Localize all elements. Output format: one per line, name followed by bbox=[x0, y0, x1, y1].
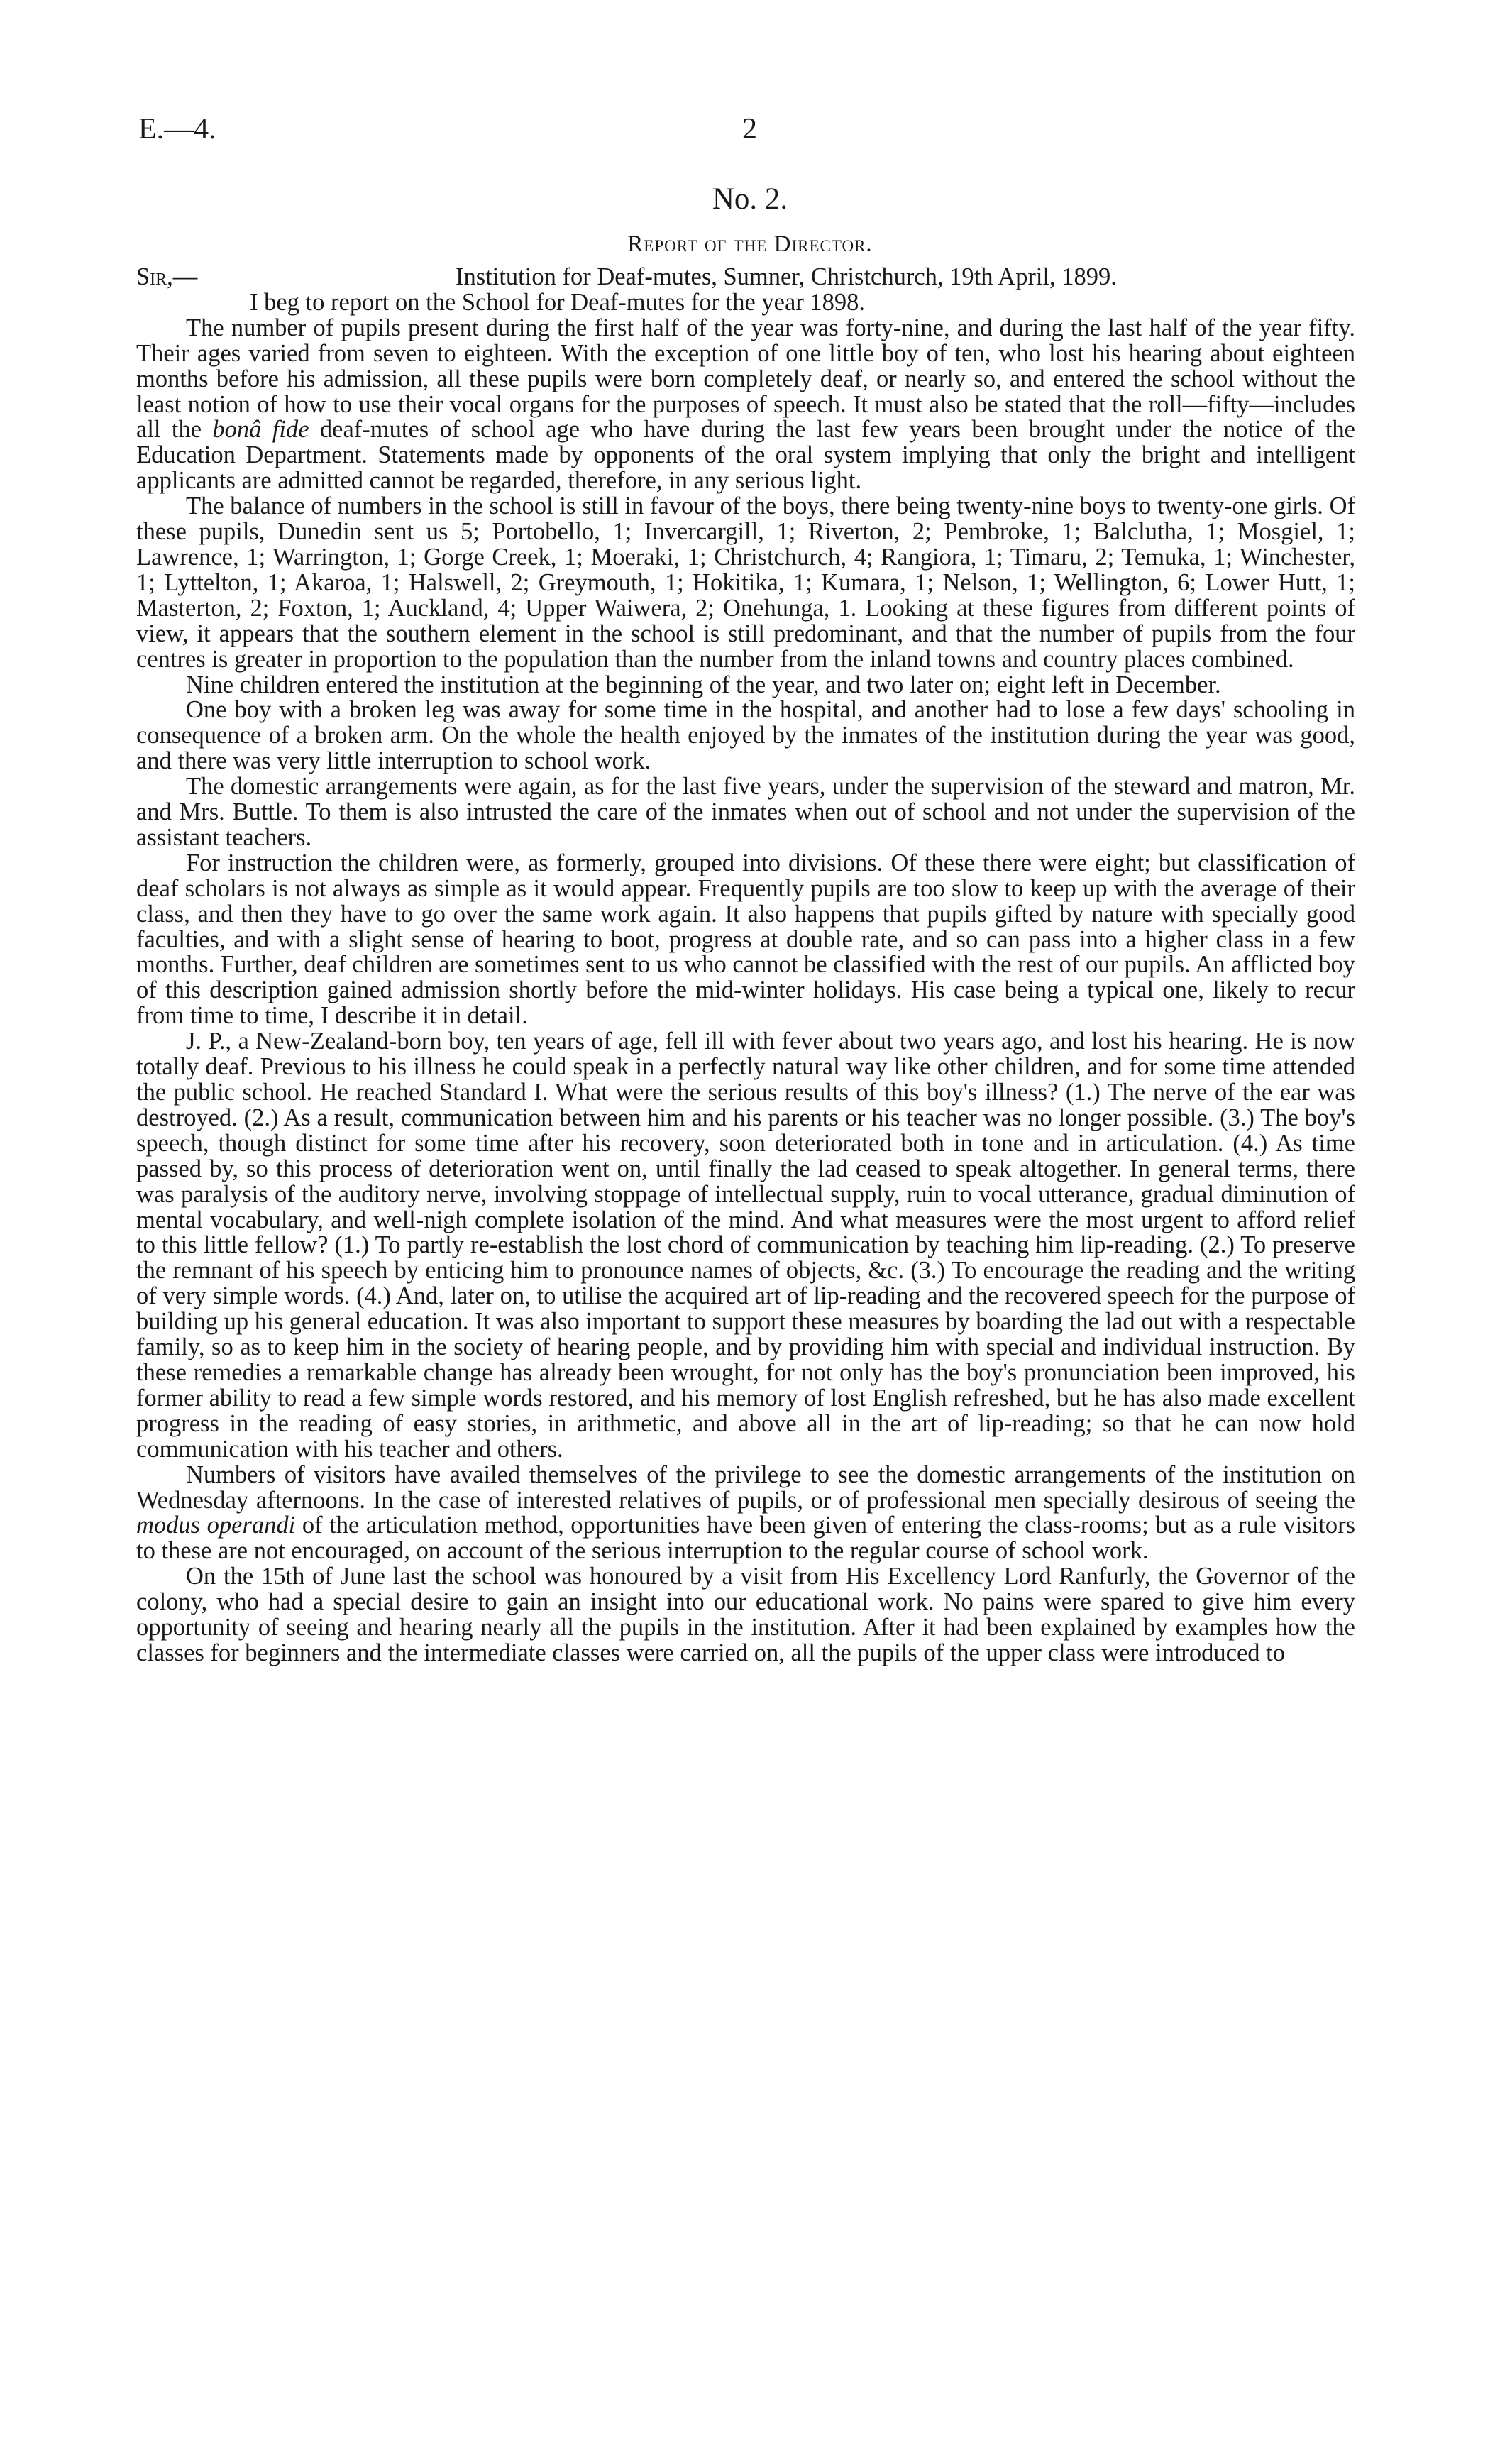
paragraph: Nine children entered the institution at the beginning of the year, and two later on; eight left in December. bbox=[186, 671, 1221, 698]
address-line: Institution for Deaf-mutes, Sumner, Christchurch, 19th April, 1899. bbox=[456, 263, 1117, 290]
paragraph: For instruction the children were, as formerly, grouped into divisions. Of these there were eight; but classification of deaf scholars is not always as simple as it would appear. Frequently pupils are too slow to keep up with the average of their class, and then they have to go over the same work again. It also happens that pupils gifted by nature with specially good faculties, and with a slight sense of hearing to boot, progress at double rate, and so can pass into a higher class in a few months. Further, deaf children are sometimes sent to us who cannot be classified with the rest of our pupils. An afflicted boy of this description gained admission shortly before the mid-winter holidays. His case being a typical one, likely to recur from time to time, I describe it in detail. bbox=[136, 849, 1355, 1030]
salutation: Sir,— bbox=[136, 263, 198, 290]
paragraph: One boy with a broken leg was away for some time in the hospital, and another had to lose a few days' schooling in consequence of a broken arm. On the whole the health enjoyed by the inmates of the institution during the year was good, and there was very little interruption to school work. bbox=[136, 696, 1355, 775]
paragraph: J. P., a New-Zealand-born boy, ten years of age, fell ill with fever about two years ago, and lost his hearing. He is now totally deaf. Previous to his illness he could speak in a perfectly natural way like other children, and for some time attended the public school. He reached Standard I. What were the serious results of this boy's illness? (1.) The nerve of the ear was destroyed. (2.) As a result, communication between him and his parents or his teacher was no longer possible. (3.) The boy's speech, though distinct for some time after his recovery, soon deteriorated both in tone and in articulation. (4.) As time passed by, so this process of deterioration went on, until finally the lad ceased to speak altogether. In general terms, there was paralysis of the auditory nerve, involving stoppage of intellectual supply, ruin to vocal utterance, gradual diminution of mental vocabulary, and well-nigh complete isolation of the mind. And what measures were the most urgent to afford relief to this little fellow? (1.) To partly re-establish the lost chord of communication by teaching him lip-reading. (2.) To preserve the remnant of his speech by enticing him to pronounce names of objects, &c. (3.) To encourage the reading and the writing of very simple words. (4.) And, later on, to utilise the acquired art of lip-reading and the recovered speech for the purpose of building up his general education. It was also important to support these measures by boarding the lad out with a respectable family, so as to keep him in the society of hearing people, and by providing him with special and individual instruction. By these remedies a remarkable change has already been wrought, for not only has the boy's pronunciation been improved, his former ability to read a few simple words restored, and his memory of lost English refreshed, but he has also made excellent progress in the reading of easy stories, in arithmetic, and above all in the art of lip-reading; so that he can now hold communication with his teacher and others. bbox=[136, 1028, 1355, 1463]
document-number: No. 2. bbox=[712, 182, 788, 216]
paragraph: The number of pupils present during the first half of the year was forty-nine, and during the last half of the year fifty. Their ages varied from seven to eighteen. With the exception of one little boy of ten, who lost his hearing about eighteen months before his admission, all these pupils were born completely deaf, or nearly so, and entered the school without the least notion of how to use their vocal organs for the purposes of speech. It must also be stated that the roll—fifty—includes all the bonâ fide deaf-mutes of school age who have during the last few years been brought under the notice of the Education Department. Statements made by opponents of the oral system implying that only the bright and intelligent applicants are admitted cannot be regarded, therefore, in any serious light. bbox=[136, 314, 1355, 495]
document-title: Report of the Director. bbox=[627, 231, 873, 257]
paragraph: The domestic arrangements were again, as for the last five years, under the supervision of the steward and matron, Mr. and Mrs. Buttle. To them is also intrusted the care of the inmates when out of school and not under the supervision of the assistant teachers. bbox=[136, 773, 1355, 851]
paragraph: The balance of numbers in the school is still in favour of the boys, there being twenty-nine boys to twenty-one girls. Of these pupils, Dunedin sent us 5; Portobello, 1; Invercargill, 1; Riverton, 2; Pembroke, 1; Balclutha, 1; Mosgiel, 1; Lawrence, 1; Warrington, 1; Gorge Creek, 1; Moeraki, 1; Christchurch, 4; Rangiora, 1; Timaru, 2; Temuka, 1; Winchester, 1; Lyttelton, 1; Akaroa, 1; Halswell, 2; Greymouth, 1; Hokitika, 1; Kumara, 1; Nelson, 1; Wellington, 6; Lower Hutt, 1; Masterton, 2; Foxton, 1; Auckland, 4; Upper Waiwera, 2; Onehunga, 1. Looking at these figures from different points of view, it appears that the southern element in the school is still predominant, and that the number of pupils from the four centres is greater in proportion to the population than the number from the inland towns and country places combined. bbox=[136, 493, 1355, 673]
paragraph: On the 15th of June last the school was honoured by a visit from His Excellency Lord Ranfurly, the Governor of the colony, who had a special desire to gain an insight into our educational work. No pains were spared to give him every opportunity of seeing and hearing nearly all the pupils in the institution. After it had been explained by examples how the classes for beginners and the intermediate classes were carried on, all the pupils of the upper class were introduced to bbox=[136, 1563, 1355, 1666]
page-number: 2 bbox=[742, 113, 757, 145]
page-header-ref: E.—4. bbox=[138, 113, 216, 145]
paragraph: Numbers of visitors have availed themselves of the privilege to see the domestic arrangements of the institution on Wednesday afternoons. In the case of interested relatives of pupils, or of professional men specially desirous of seeing the modus operandi of the articulation method, opportunities have been given of entering the class-rooms; but as a rule visitors to these are not encouraged, on account of the serious interruption to the regular course of school work. bbox=[136, 1461, 1355, 1565]
paragraph: I beg to report on the School for Deaf-mutes for the year 1898. bbox=[250, 288, 866, 316]
italic-term: bonâ fide bbox=[212, 416, 309, 444]
salutation-line bbox=[136, 265, 1355, 290]
report-body bbox=[136, 265, 1355, 1666]
italic-term: modus operandi bbox=[136, 1512, 296, 1539]
